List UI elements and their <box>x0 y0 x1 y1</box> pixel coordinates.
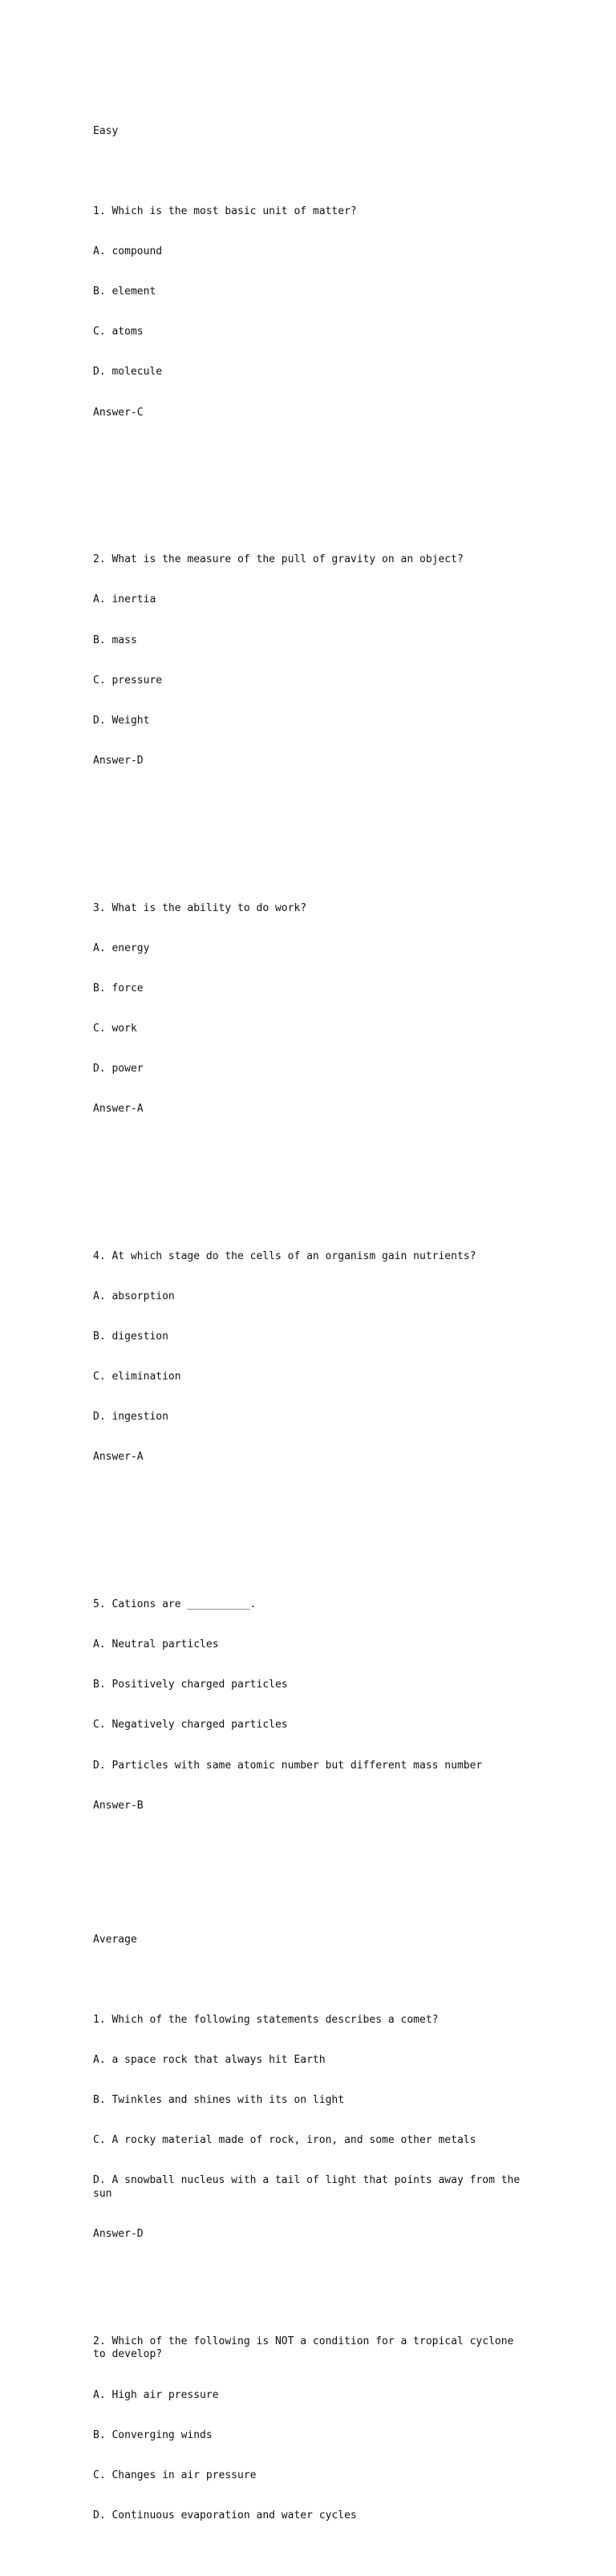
question-text: 2. What is the measure of the pull of gravity on an object? <box>93 553 464 566</box>
spacer <box>93 1866 526 1880</box>
spacer <box>93 821 526 835</box>
spacer <box>93 1518 526 1532</box>
option-a: A. Neutral particles <box>93 1638 219 1651</box>
section-heading-average: Average <box>93 1933 137 1946</box>
option-d: D. Weight <box>93 714 150 727</box>
section-heading-easy: Easy <box>93 124 119 137</box>
option-c: C. work <box>93 1022 137 1035</box>
option-c: C. Negatively charged particles <box>93 1719 288 1732</box>
question-text: 5. Cations are __________. <box>93 1598 257 1611</box>
answer-key: Answer-D <box>93 754 144 767</box>
option-b: B. Converging winds <box>93 2428 213 2441</box>
option-a: A. a space rock that always hit Earth <box>93 2053 326 2066</box>
option-c: C. Changes in air pressure <box>93 2469 257 2481</box>
answer-key: Answer-A <box>93 1103 144 1116</box>
option-a: A. compound <box>93 245 163 258</box>
spacer <box>93 473 526 487</box>
answer-key: Answer-D <box>93 2228 144 2241</box>
option-c: C. pressure <box>93 674 163 687</box>
question-block <box>93 527 526 795</box>
question-block <box>93 875 526 1143</box>
option-b: B. element <box>93 286 156 298</box>
quiz-document <box>93 71 526 2576</box>
option-a: A. absorption <box>93 1290 175 1302</box>
option-c: C. atoms <box>93 326 144 338</box>
question-block <box>93 1223 526 1491</box>
question-block <box>93 1572 526 1840</box>
option-a: A. High air pressure <box>93 2388 219 2401</box>
option-a: A. inertia <box>93 593 156 606</box>
option-c: C. A rocky material made of rock, iron, and some other metals <box>93 2134 476 2147</box>
option-a: A. energy <box>93 942 150 954</box>
option-b: B. Positively charged particles <box>93 1679 288 1691</box>
option-b: B. mass <box>93 634 137 646</box>
question-text: 1. Which of the following statements describes a comet? <box>93 2013 439 2026</box>
option-d: D. A snowball nucleus with a tail of light that points away from the sun <box>93 2174 527 2201</box>
option-d: D. Particles with same atomic number but different mass number <box>93 1759 483 1772</box>
question-text: 2. Which of the following is NOT a condition for a tropical cyclone to develop? <box>93 2335 521 2361</box>
option-d: D. Continuous evaporation and water cycles <box>93 2509 357 2521</box>
option-b: B. Twinkles and shines with its on light <box>93 2094 345 2107</box>
spacer <box>93 1170 526 1184</box>
option-d: D. molecule <box>93 366 163 379</box>
answer-key: Answer-A <box>93 1451 144 1464</box>
question-block <box>93 1987 526 2268</box>
option-d: D. ingestion <box>93 1411 168 1424</box>
question-block <box>93 2308 526 2550</box>
answer-key: Answer-B <box>93 1799 144 1812</box>
option-b: B. digestion <box>93 1331 168 1343</box>
answer-key: Answer-C <box>93 406 144 419</box>
question-text: 1. Which is the most basic unit of matter? <box>93 205 357 218</box>
option-d: D. power <box>93 1063 144 1075</box>
option-c: C. elimination <box>93 1371 181 1383</box>
option-b: B. force <box>93 982 144 994</box>
question-text: 3. What is the ability to do work? <box>93 901 307 914</box>
question-text: 4. At which stage do the cells of an organism gain nutrients? <box>93 1250 476 1262</box>
question-block <box>93 179 526 447</box>
